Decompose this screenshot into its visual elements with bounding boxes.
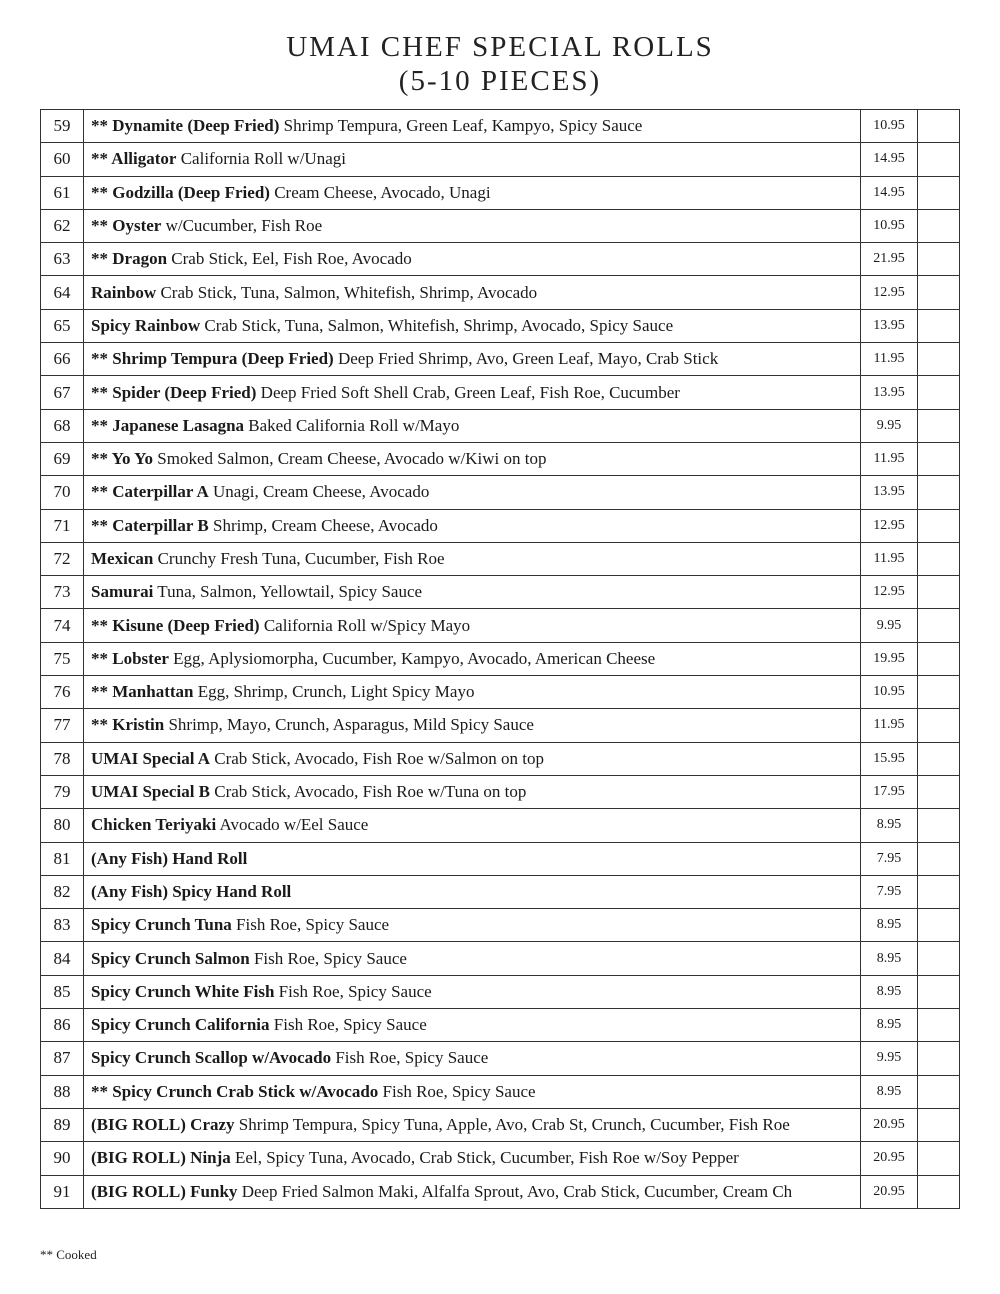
item-number: 70: [41, 476, 84, 509]
item-description-cell: [84, 1175, 861, 1208]
item-description-cell: [84, 975, 861, 1008]
item-description-cell: [84, 110, 861, 143]
empty-cell: [918, 576, 960, 609]
item-name: ** Dragon: [91, 249, 168, 269]
item-number: 75: [41, 642, 84, 675]
empty-cell: [918, 276, 960, 309]
item-ingredients: Egg, Shrimp, Crunch, Light Spicy Mayo: [197, 682, 475, 702]
table-row: [41, 775, 960, 808]
table-row: [41, 1009, 960, 1042]
item-ingredients: Shrimp Tempura, Spicy Tuna, Apple, Avo, Crab St, Crunch, Cucumber, Fish Roe: [238, 1115, 790, 1135]
item-ingredients: Eel, Spicy Tuna, Avocado, Crab Stick, Cucumber, Fish Roe w/Soy Pepper: [235, 1148, 739, 1168]
item-price: 7.95: [861, 875, 918, 908]
table-row: [41, 642, 960, 675]
item-name: (Any Fish) Spicy Hand Roll: [91, 881, 292, 901]
empty-cell: [918, 875, 960, 908]
item-name: ** Japanese Lasagna: [91, 415, 245, 435]
item-description-cell: [84, 1108, 861, 1141]
item-description-cell: [84, 376, 861, 409]
empty-cell: [918, 809, 960, 842]
item-ingredients: Fish Roe, Spicy Sauce: [253, 948, 407, 968]
item-ingredients: Crab Stick, Tuna, Salmon, Whitefish, Shrimp, Avocado, Spicy Sauce: [204, 315, 674, 335]
item-price: 14.95: [861, 176, 918, 209]
item-name: Spicy Rainbow: [91, 315, 201, 335]
item-number: 86: [41, 1009, 84, 1042]
item-ingredients: Crab Stick, Eel, Fish Roe, Avocado: [171, 249, 412, 269]
table-row: [41, 476, 960, 509]
item-price: 20.95: [861, 1108, 918, 1141]
empty-cell: [918, 209, 960, 242]
item-price: 20.95: [861, 1175, 918, 1208]
item-description-cell: [84, 875, 861, 908]
item-name: ** Manhattan: [91, 682, 194, 702]
item-name: Chicken Teriyaki: [91, 815, 217, 835]
item-description-cell: [84, 176, 861, 209]
item-name: ** Kisune (Deep Fried): [91, 615, 260, 635]
item-price: 12.95: [861, 509, 918, 542]
item-price: 8.95: [861, 1075, 918, 1108]
item-number: 89: [41, 1108, 84, 1141]
item-name: Spicy Crunch Tuna: [91, 915, 232, 935]
empty-cell: [918, 1075, 960, 1108]
item-name: (BIG ROLL) Crazy: [91, 1115, 235, 1135]
item-description-cell: [84, 143, 861, 176]
item-description-cell: [84, 576, 861, 609]
table-row: [41, 376, 960, 409]
item-description-cell: [84, 909, 861, 942]
item-description-cell: [84, 1042, 861, 1075]
item-description-cell: [84, 709, 861, 742]
item-ingredients: Shrimp, Mayo, Crunch, Asparagus, Mild Spicy Sauce: [168, 715, 534, 735]
item-ingredients: Egg, Aplysiomorpha, Cucumber, Kampyo, Avocado, American Cheese: [173, 648, 656, 668]
table-row: [41, 676, 960, 709]
item-price: 20.95: [861, 1142, 918, 1175]
empty-cell: [918, 1142, 960, 1175]
menu-table: [40, 109, 960, 1209]
item-number: 62: [41, 209, 84, 242]
empty-cell: [918, 1108, 960, 1141]
item-ingredients: Unagi, Cream Cheese, Avocado: [212, 482, 430, 502]
item-name: Mexican: [91, 549, 154, 568]
item-description-cell: [84, 209, 861, 242]
table-row: [41, 110, 960, 143]
item-number: 90: [41, 1142, 84, 1175]
item-number: 91: [41, 1175, 84, 1208]
table-row: [41, 576, 960, 609]
item-price: 8.95: [861, 1009, 918, 1042]
item-number: 78: [41, 742, 84, 775]
empty-cell: [918, 775, 960, 808]
item-number: 88: [41, 1075, 84, 1108]
item-ingredients: Baked California Roll w/Mayo: [248, 415, 460, 435]
item-ingredients: Deep Fried Salmon Maki, Alfalfa Sprout, Avo, Crab Stick, Cucumber, Cream Ch: [241, 1181, 793, 1201]
item-ingredients: Shrimp Tempura, Green Leaf, Kampyo, Spicy Sauce: [283, 116, 643, 136]
item-price: 10.95: [861, 209, 918, 242]
table-row: [41, 1042, 960, 1075]
item-description-cell: [84, 542, 861, 575]
empty-cell: [918, 1009, 960, 1042]
item-ingredients: Fish Roe, Spicy Sauce: [236, 915, 390, 935]
item-number: 76: [41, 676, 84, 709]
item-description-cell: [84, 1009, 861, 1042]
item-ingredients: Crunchy Fresh Tuna, Cucumber, Fish Roe: [157, 549, 445, 568]
item-price: 8.95: [861, 909, 918, 942]
item-ingredients: Fish Roe, Spicy Sauce: [278, 981, 432, 1001]
table-row: [41, 442, 960, 475]
item-description-cell: [84, 775, 861, 808]
table-row: [41, 709, 960, 742]
item-price: 15.95: [861, 742, 918, 775]
item-ingredients: Crab Stick, Avocado, Fish Roe w/Tuna on top: [214, 782, 527, 802]
item-description-cell: [84, 243, 861, 276]
item-name: ** Yo Yo: [91, 449, 154, 469]
page-title: [0, 30, 1000, 98]
table-row: [41, 243, 960, 276]
empty-cell: [918, 676, 960, 709]
table-row: [41, 609, 960, 642]
empty-cell: [918, 909, 960, 942]
table-row: [41, 942, 960, 975]
table-row: [41, 875, 960, 908]
item-name: ** Alligator: [91, 149, 177, 169]
item-ingredients: Cream Cheese, Avocado, Unagi: [274, 182, 491, 202]
item-price: 14.95: [861, 143, 918, 176]
table-row: [41, 1108, 960, 1141]
item-number: 71: [41, 509, 84, 542]
item-ingredients: Shrimp, Cream Cheese, Avocado: [212, 515, 438, 535]
item-price: 13.95: [861, 476, 918, 509]
item-name: Spicy Crunch White Fish: [91, 981, 275, 1001]
item-name: Rainbow: [91, 282, 157, 302]
item-price: 13.95: [861, 309, 918, 342]
empty-cell: [918, 343, 960, 376]
item-ingredients: w/Cucumber, Fish Roe: [165, 216, 323, 236]
item-price: 8.95: [861, 975, 918, 1008]
item-ingredients: California Roll w/Spicy Mayo: [263, 615, 471, 635]
item-description-cell: [84, 742, 861, 775]
empty-cell: [918, 309, 960, 342]
item-name: ** Spicy Crunch Crab Stick w/Avocado: [91, 1081, 379, 1101]
item-number: 61: [41, 176, 84, 209]
empty-cell: [918, 143, 960, 176]
item-number: 65: [41, 309, 84, 342]
item-price: 12.95: [861, 276, 918, 309]
item-number: 82: [41, 875, 84, 908]
footnote: ** Cooked: [40, 1247, 97, 1262]
item-price: 10.95: [861, 110, 918, 143]
table-row: [41, 742, 960, 775]
table-row: [41, 309, 960, 342]
item-price: 11.95: [861, 542, 918, 575]
item-number: 60: [41, 143, 84, 176]
item-name: Samurai: [91, 582, 154, 602]
item-name: ** Kristin: [91, 715, 165, 735]
item-number: 74: [41, 609, 84, 642]
item-ingredients: Tuna, Salmon, Yellowtail, Spicy Sauce: [157, 582, 423, 602]
empty-cell: [918, 975, 960, 1008]
item-price: 21.95: [861, 243, 918, 276]
empty-cell: [918, 442, 960, 475]
item-price: 8.95: [861, 942, 918, 975]
item-number: 81: [41, 842, 84, 875]
item-description-cell: [84, 609, 861, 642]
empty-cell: [918, 942, 960, 975]
table-row: [41, 1142, 960, 1175]
table-row: [41, 809, 960, 842]
item-price: 9.95: [861, 1042, 918, 1075]
empty-cell: [918, 376, 960, 409]
item-description-cell: [84, 1142, 861, 1175]
item-price: 11.95: [861, 442, 918, 475]
item-name: (Any Fish) Hand Roll: [91, 848, 248, 868]
item-name: ** Godzilla (Deep Fried): [91, 182, 270, 202]
item-name: Spicy Crunch California: [91, 1015, 270, 1035]
table-row: [41, 542, 960, 575]
item-description-cell: [84, 343, 861, 376]
table-row: [41, 343, 960, 376]
item-name: Spicy Crunch Salmon: [91, 948, 250, 968]
item-price: 19.95: [861, 642, 918, 675]
item-name: ** Spider (Deep Fried): [91, 382, 257, 402]
item-number: 87: [41, 1042, 84, 1075]
item-description-cell: [84, 1075, 861, 1108]
table-row: [41, 143, 960, 176]
item-price: 8.95: [861, 809, 918, 842]
table-row: [41, 209, 960, 242]
empty-cell: [918, 642, 960, 675]
item-description-cell: [84, 842, 861, 875]
menu-table-body: [41, 110, 960, 1209]
item-ingredients: Smoked Salmon, Cream Cheese, Avocado w/Kiwi on top: [157, 449, 547, 469]
item-description-cell: [84, 476, 861, 509]
item-number: 84: [41, 942, 84, 975]
item-name: UMAI Special B: [91, 782, 210, 802]
empty-cell: [918, 609, 960, 642]
item-price: 9.95: [861, 609, 918, 642]
item-number: 72: [41, 542, 84, 575]
item-description-cell: [84, 809, 861, 842]
item-number: 68: [41, 409, 84, 442]
table-row: [41, 409, 960, 442]
item-price: 9.95: [861, 409, 918, 442]
item-name: UMAI Special A: [91, 748, 210, 768]
empty-cell: [918, 1175, 960, 1208]
item-ingredients: Deep Fried Soft Shell Crab, Green Leaf, Fish Roe, Cucumber: [260, 382, 680, 402]
item-ingredients: California Roll w/Unagi: [180, 149, 346, 169]
empty-cell: [918, 709, 960, 742]
empty-cell: [918, 509, 960, 542]
table-row: [41, 509, 960, 542]
item-description-cell: [84, 942, 861, 975]
item-description-cell: [84, 642, 861, 675]
item-price: 10.95: [861, 676, 918, 709]
table-row: [41, 276, 960, 309]
item-description-cell: [84, 309, 861, 342]
item-number: 64: [41, 276, 84, 309]
item-description-cell: [84, 276, 861, 309]
item-number: 66: [41, 343, 84, 376]
empty-cell: [918, 110, 960, 143]
item-name: ** Dynamite (Deep Fried): [91, 116, 280, 136]
item-ingredients: Deep Fried Shrimp, Avo, Green Leaf, Mayo, Crab Stick: [337, 349, 719, 369]
item-number: 67: [41, 376, 84, 409]
item-number: 79: [41, 775, 84, 808]
table-row: [41, 975, 960, 1008]
item-number: 63: [41, 243, 84, 276]
empty-cell: [918, 409, 960, 442]
item-ingredients: Fish Roe, Spicy Sauce: [335, 1048, 489, 1068]
item-number: 77: [41, 709, 84, 742]
item-ingredients: Avocado w/Eel Sauce: [219, 815, 369, 835]
item-price: 13.95: [861, 376, 918, 409]
item-price: 17.95: [861, 775, 918, 808]
empty-cell: [918, 1042, 960, 1075]
item-name: (BIG ROLL) Funky: [91, 1181, 238, 1201]
table-row: [41, 1175, 960, 1208]
item-ingredients: Fish Roe, Spicy Sauce: [382, 1081, 536, 1101]
table-row: [41, 1075, 960, 1108]
item-name: Spicy Crunch Scallop w/Avocado: [91, 1048, 332, 1068]
item-name: ** Caterpillar B: [91, 515, 209, 535]
title-line-1: UMAI CHEF SPECIAL ROLLS: [286, 31, 714, 63]
item-number: 69: [41, 442, 84, 475]
empty-cell: [918, 176, 960, 209]
empty-cell: [918, 842, 960, 875]
item-description-cell: [84, 509, 861, 542]
item-name: ** Shrimp Tempura (Deep Fried): [91, 349, 334, 369]
table-row: [41, 909, 960, 942]
item-ingredients: Fish Roe, Spicy Sauce: [273, 1015, 427, 1035]
item-number: 73: [41, 576, 84, 609]
empty-cell: [918, 542, 960, 575]
item-price: 12.95: [861, 576, 918, 609]
item-ingredients: Crab Stick, Tuna, Salmon, Whitefish, Shrimp, Avocado: [160, 282, 538, 302]
empty-cell: [918, 243, 960, 276]
item-price: 11.95: [861, 709, 918, 742]
item-number: 83: [41, 909, 84, 942]
item-ingredients: Crab Stick, Avocado, Fish Roe w/Salmon on top: [214, 748, 545, 768]
item-name: (BIG ROLL) Ninja: [91, 1148, 231, 1168]
item-number: 85: [41, 975, 84, 1008]
item-description-cell: [84, 409, 861, 442]
item-description-cell: [84, 676, 861, 709]
item-price: 11.95: [861, 343, 918, 376]
table-row: [41, 842, 960, 875]
item-number: 59: [41, 110, 84, 143]
item-name: ** Lobster: [91, 648, 169, 668]
empty-cell: [918, 476, 960, 509]
item-price: 7.95: [861, 842, 918, 875]
empty-cell: [918, 742, 960, 775]
item-name: ** Oyster: [91, 216, 162, 236]
table-row: [41, 176, 960, 209]
item-description-cell: [84, 442, 861, 475]
title-line-2: (5-10 PIECES): [398, 65, 602, 97]
item-name: ** Caterpillar A: [91, 482, 209, 502]
item-number: 80: [41, 809, 84, 842]
